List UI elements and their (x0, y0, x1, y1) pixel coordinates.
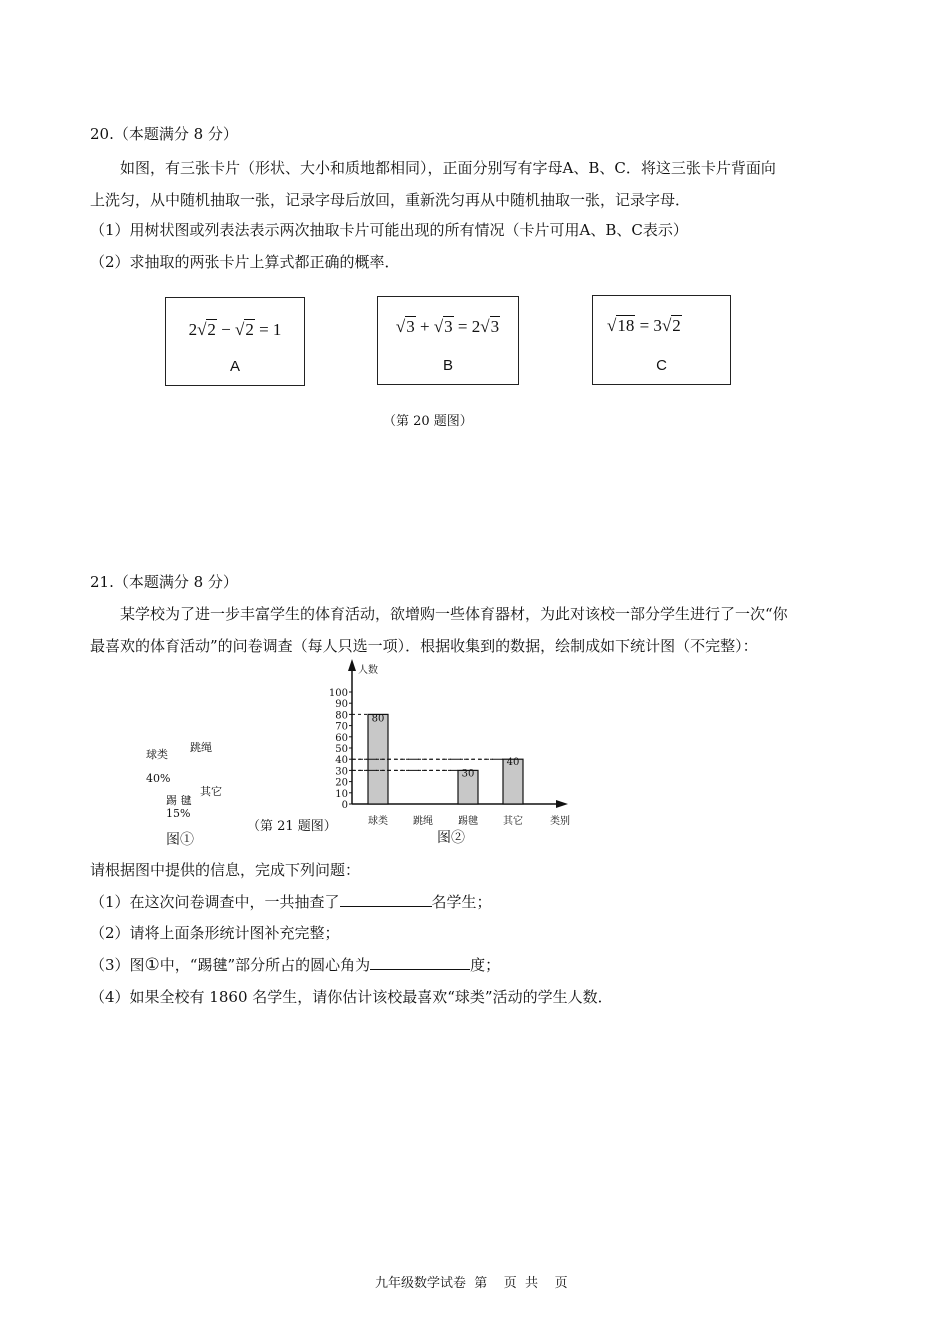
x-tick-label: 跳绳 (413, 816, 433, 827)
q21-q3 (90, 954, 500, 975)
card-b (377, 296, 519, 385)
q20-caption: （第 20 题图） (383, 414, 473, 429)
y-tick-label: 100 (328, 688, 348, 699)
y-tick-label: 0 (341, 800, 348, 811)
x-axis-arrow (556, 800, 568, 808)
q1-suffix: 名学生； (431, 893, 492, 911)
q21-heading: 21.（本题满分 8 分） (90, 573, 238, 591)
bar-value-label: 80 (371, 713, 385, 725)
bar-fig-label: 图② (437, 830, 465, 846)
card-a (165, 297, 305, 386)
y-tick-label: 20 (335, 777, 348, 789)
bar-chart (320, 655, 590, 855)
pie-label-rope: 跳绳 (190, 741, 212, 754)
x-axis-label: 类别 (550, 816, 570, 827)
x-tick-label: 球类 (368, 816, 388, 827)
card-b-letter: B (442, 357, 453, 374)
q20-intro-1: 如图，有三张卡片（形状、大小和质地都相同），正面分别写有字母A、B、C．将这三张卡片背面向 (120, 159, 776, 177)
page-footer: 九年级数学试卷 第 页 共 页 (375, 1276, 568, 1291)
pie-pct-ball: 40% (146, 772, 171, 785)
q21-q4: （4）如果全校有 1860 名学生，请你估计该校最喜欢“球类”活动的学生人数． (90, 988, 613, 1006)
pie-label-other: 其它 (200, 785, 222, 798)
q21-q1 (90, 891, 492, 912)
y-tick-label: 50 (335, 744, 348, 755)
q3-text-mid: 中，“踢毽”部分所占的圆心角为 (159, 956, 371, 974)
q20-intro-2: 上洗匀，从中随机抽取一张，记录字母后放回，重新洗匀再从中随机抽取一张，记录字母． (90, 191, 691, 209)
q20-part-2: （2）求抽取的两张卡片上算式都正确的概率． (90, 253, 400, 271)
q1-text: （1）在这次问卷调查中，一共抽查了 (90, 893, 340, 911)
card-a-formula: 2√2 − √2 = 1 (188, 320, 282, 339)
q21-intro-1: 某学校为了进一步丰富学生的体育活动，欲增购一些体育器材，为此对该校一部分学生进行了一次“你 (120, 605, 788, 623)
answer-blank-3[interactable] (370, 955, 470, 970)
y-tick-label: 10 (335, 788, 348, 800)
q3-text-pre: （3）图 (90, 956, 145, 974)
q3-suffix: 度； (470, 956, 501, 974)
y-tick-label: 60 (335, 732, 348, 744)
x-tick-label: 踢毽 (458, 816, 478, 827)
card-c-formula: √18 = 3√2 (607, 316, 681, 335)
y-tick-label: 70 (335, 721, 348, 733)
y-tick-label: 30 (335, 766, 348, 778)
card-c (592, 295, 731, 385)
q21-caption: （第 21 题图） (247, 819, 337, 834)
answer-blank-1[interactable] (340, 892, 432, 907)
q3-circled-1: ① (144, 955, 160, 975)
card-b-formula: √3 + √3 = 2√3 (395, 317, 500, 336)
y-tick-label: 40 (335, 755, 348, 767)
q21-prompt: 请根据图中提供的信息，完成下列问题： (90, 861, 361, 879)
pie-label-shuttle: 踢 毽 (166, 794, 192, 807)
y-axis-arrow (348, 659, 356, 671)
bar-value-label: 40 (506, 757, 520, 769)
q21-q2: （2）请将上面条形统计图补充完整； (90, 924, 340, 942)
x-tick-label: 其它 (503, 816, 523, 827)
q20-part-1: （1）用树状图或列表法表示两次抽取卡片可能出现的所有情况（卡片可用A、B、C表示） (90, 221, 688, 239)
pie-fig-label: 图① (166, 832, 194, 848)
pie-label-ball: 球类 (146, 748, 168, 761)
pie-pct-shuttle: 15% (166, 807, 191, 820)
y-axis-label: 人数 (358, 665, 378, 676)
card-c-letter: C (656, 357, 667, 374)
q20-heading: 20.（本题满分 8 分） (90, 125, 238, 143)
y-tick-label: 90 (335, 699, 348, 711)
q21-intro-2: 最喜欢的体育活动”的问卷调查（每人只选一项）．根据收集到的数据，绘制成如下统计图（不完整）： (90, 637, 758, 655)
bar-value-label: 30 (461, 768, 475, 780)
y-tick-label: 80 (335, 710, 348, 722)
bars-layer (329, 659, 570, 827)
card-a-letter: A (229, 358, 240, 375)
